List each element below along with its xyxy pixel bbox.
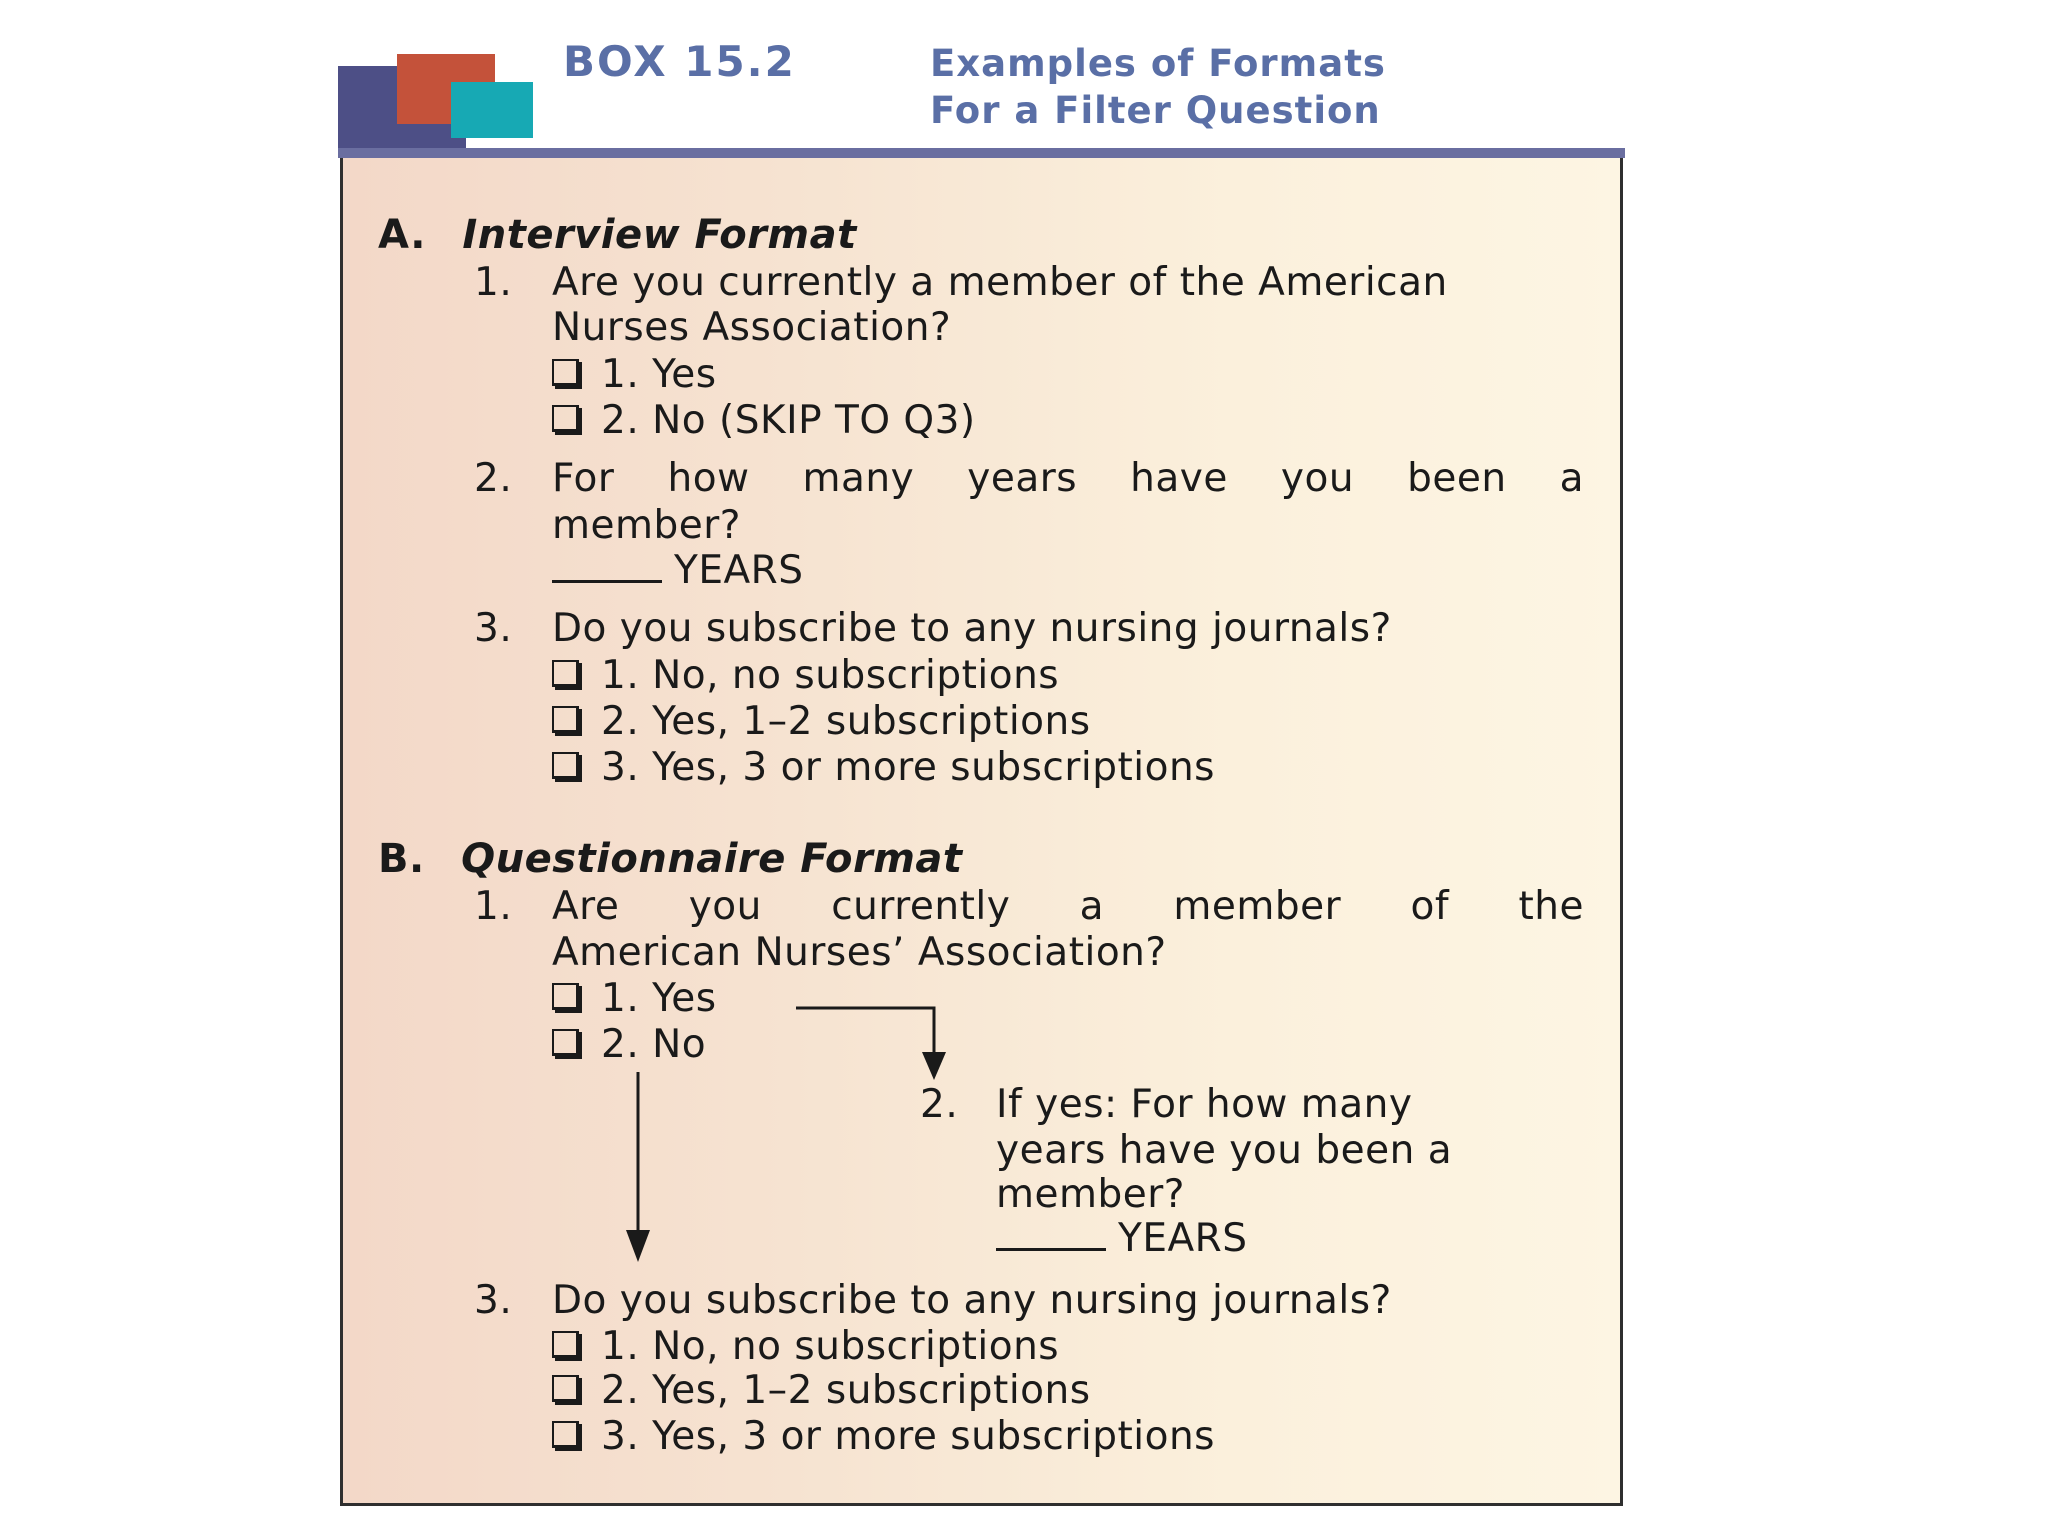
header-rule — [338, 148, 1625, 158]
b-q3-option-1[interactable]: 1. No, no subscriptions — [552, 1324, 1059, 1370]
a-q2-line2: member? — [552, 503, 741, 548]
section-a-heading — [378, 212, 857, 258]
b-q1-option-no[interactable]: 2. No — [552, 1022, 706, 1068]
a-q3-option-2[interactable]: 2. Yes, 1–2 subscriptions — [552, 699, 1091, 745]
section-a-letter: A. — [378, 212, 426, 258]
b-q1-number: 1. — [474, 884, 513, 929]
box-label: BOX 15.2 — [563, 37, 796, 86]
a-q1-option-no[interactable]: 2. No (SKIP TO Q3) — [552, 398, 976, 444]
checkbox-icon[interactable] — [552, 1331, 579, 1358]
checkbox-icon[interactable] — [552, 706, 579, 733]
section-b-letter: B. — [378, 836, 425, 882]
a-q1-line2: Nurses Association? — [552, 305, 952, 350]
b-q2-number: 2. — [920, 1082, 959, 1127]
a-q2-number: 2. — [474, 456, 513, 501]
a-q1-line1: Are you currently a member of the American — [552, 260, 1448, 305]
section-b-title: Questionnaire Format — [461, 836, 963, 882]
a-q3-line1: Do you subscribe to any nursing journals? — [552, 606, 1392, 651]
checkbox-icon[interactable] — [552, 752, 579, 779]
b-q2-years-field[interactable]: YEARS — [996, 1216, 1248, 1262]
a-q1-number: 1. — [474, 260, 513, 305]
checkbox-icon[interactable] — [552, 1375, 579, 1402]
section-a-title: Interview Format — [462, 212, 857, 258]
years-blank-line[interactable] — [996, 1248, 1106, 1251]
b-q3-number: 3. — [474, 1278, 513, 1323]
b-q2-line3: member? — [996, 1172, 1185, 1217]
checkbox-icon[interactable] — [552, 359, 579, 386]
a-q2-years-field[interactable]: YEARS — [552, 548, 804, 594]
box-title — [930, 40, 1386, 134]
b-q1-line1: Are you currently a member of the — [552, 884, 1584, 929]
a-q3-number: 3. — [474, 606, 513, 651]
b-q2-line1: If yes: For how many — [996, 1082, 1413, 1127]
checkbox-icon[interactable] — [552, 983, 579, 1010]
checkbox-icon[interactable] — [552, 405, 579, 432]
a-q3-option-1[interactable]: 1. No, no subscriptions — [552, 653, 1059, 699]
checkbox-icon[interactable] — [552, 660, 579, 687]
checkbox-icon[interactable] — [552, 1029, 579, 1056]
b-q1-line2: American Nurses’ Association? — [552, 930, 1167, 975]
b-q2-line2: years have you been a — [996, 1128, 1453, 1173]
b-q1-option-yes[interactable]: 1. Yes — [552, 976, 717, 1022]
a-q3-option-3[interactable]: 3. Yes, 3 or more subscriptions — [552, 745, 1215, 791]
b-q3-line1: Do you subscribe to any nursing journals? — [552, 1278, 1392, 1323]
section-b-heading — [378, 836, 963, 882]
a-q1-option-yes[interactable]: 1. Yes — [552, 352, 717, 398]
box-title-line2: For a Filter Question — [930, 89, 1381, 132]
b-q3-option-2[interactable]: 2. Yes, 1–2 subscriptions — [552, 1368, 1091, 1414]
teal-square — [451, 82, 533, 138]
a-q2-line1: For how many years have you been a — [552, 456, 1584, 501]
box-logo-squares — [338, 54, 533, 154]
b-q3-option-3[interactable]: 3. Yes, 3 or more subscriptions — [552, 1414, 1215, 1460]
years-blank-line[interactable] — [552, 580, 662, 583]
box-title-line1: Examples of Formats — [930, 42, 1386, 85]
checkbox-icon[interactable] — [552, 1421, 579, 1448]
